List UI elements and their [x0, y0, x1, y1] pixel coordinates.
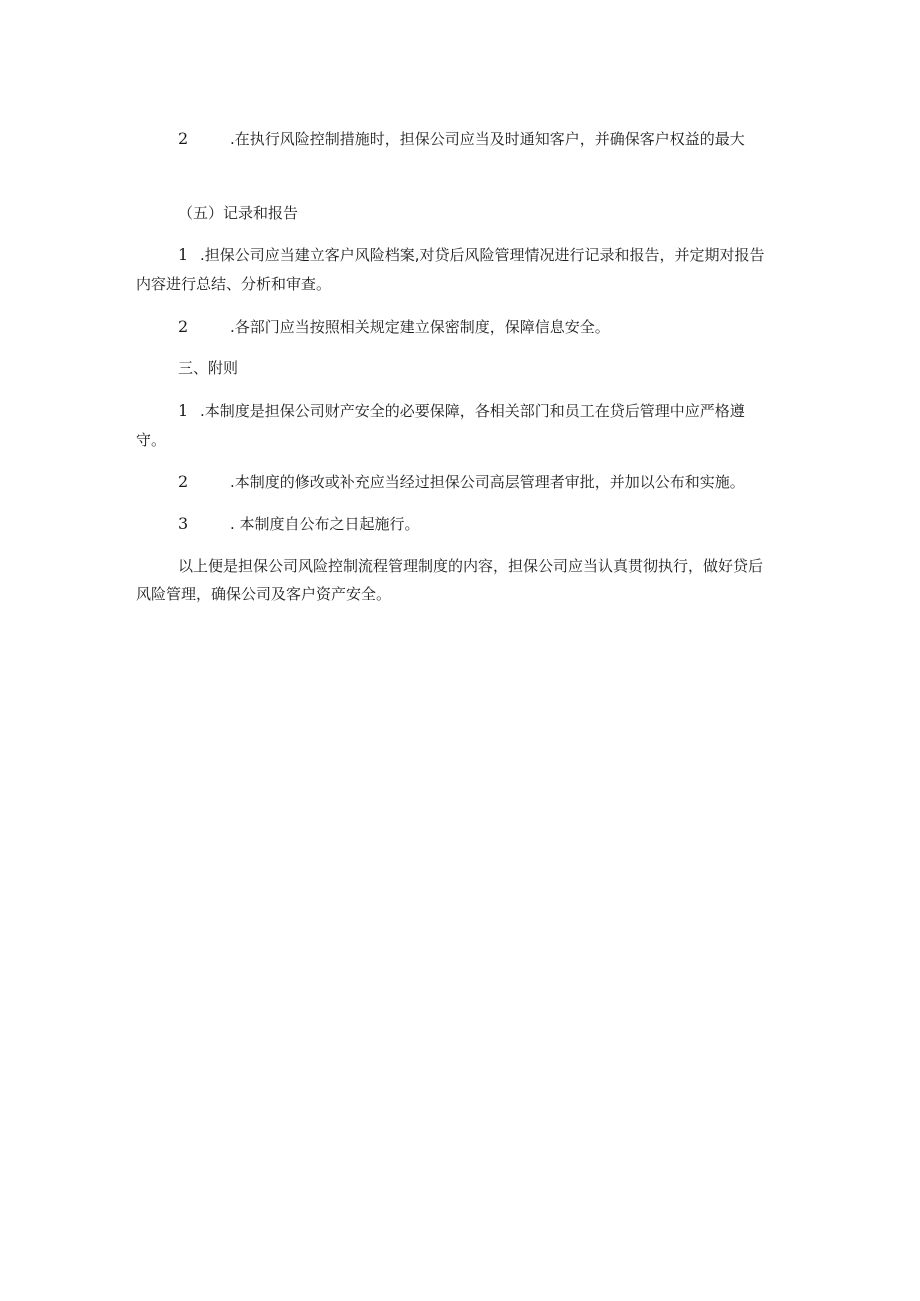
list-item-number: 3: [178, 514, 189, 533]
list-item: [178, 513, 420, 535]
closing-paragraph-continuation: 风险管理，确保公司及客户资产安全。: [136, 585, 392, 603]
list-item-number: 1: [178, 401, 189, 420]
list-item: [178, 244, 765, 266]
list-item-text: . 本制度自公布之日起施行。: [230, 515, 420, 533]
list-item-continuation: 守。: [136, 431, 167, 449]
list-item: [178, 316, 610, 338]
list-item-continuation: 内容进行总结、分析和审查。: [136, 275, 332, 293]
list-item-number: 2: [178, 317, 189, 336]
closing-paragraph: 以上便是担保公司风险控制流程管理制度的内容，担保公司应当认真贯彻执行，做好贷后: [178, 557, 764, 575]
list-item-text: .各部门应当按照相关规定建立保密制度，保障信息安全。: [230, 318, 610, 336]
list-item-number: 2: [178, 129, 189, 148]
section-heading: （五）记录和报告: [178, 204, 299, 222]
list-item-text: .本制度的修改或补充应当经过担保公司高层管理者审批，并加以公布和实施。: [230, 473, 745, 491]
list-item: [178, 400, 745, 422]
list-item-text: .担保公司应当建立客户风险档案,对贷后风险管理情况进行记录和报告，并定期对报告: [200, 246, 765, 264]
list-item-text: .在执行风险控制措施时，担保公司应当及时通知客户，并确保客户权益的最大: [230, 130, 745, 148]
list-item: [178, 128, 745, 150]
list-item: [178, 471, 745, 493]
list-item-number: 2: [178, 472, 189, 491]
section-heading: 三、附则: [178, 359, 239, 377]
list-item-text: .本制度是担保公司财产安全的必要保障，各相关部门和员工在贷后管理中应严格遵: [200, 402, 745, 420]
list-item-number: 1: [178, 245, 189, 264]
